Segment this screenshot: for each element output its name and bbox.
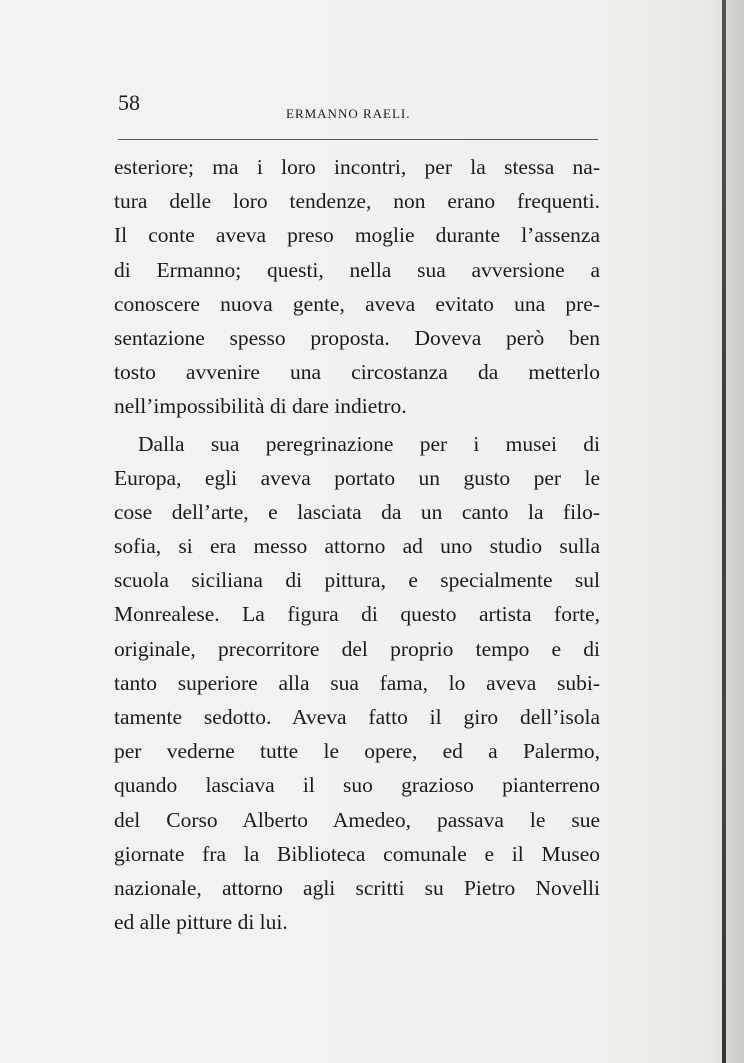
- page-number: 58: [118, 90, 140, 115]
- text-line: del Corso Alberto Amedeo, passava le sue: [114, 807, 600, 832]
- text-line: conoscere nuova gente, aveva evitato una pre-: [114, 291, 600, 316]
- text-line: tamente sedotto. Aveva fatto il giro dell’isola: [114, 705, 600, 729]
- header-rule: [118, 139, 598, 140]
- text-line: Monrealese. La figura di questo artista forte,: [114, 602, 600, 627]
- text-line: sofia, si era messo attorno ad uno studio sulla: [114, 534, 600, 559]
- text-line: tura delle loro tendenze, non erano frequenti.: [114, 189, 600, 214]
- text-line: tosto avvenire una circostanza da metterlo: [114, 360, 600, 385]
- text-line: esteriore; ma i loro incontri, per la stessa na-: [114, 155, 600, 179]
- paragraph-2: [114, 427, 600, 940]
- text-line: nazionale, attorno agli scritti su Pietro Novelli: [114, 875, 600, 900]
- text-line: tanto superiore alla sua fama, lo aveva subi-: [114, 670, 600, 695]
- text-line: scuola siciliana di pittura, e specialmente sul: [114, 568, 600, 593]
- text-line: giornate fra la Biblioteca comunale e il Museo: [114, 841, 600, 866]
- text-line: per vederne tutte le opere, ed a Palermo,: [114, 739, 600, 764]
- running-title: ERMANNO RAELI.: [286, 106, 411, 121]
- text-line: cose dell’arte, e lasciata da un canto la filo-: [114, 499, 600, 524]
- page-header: [118, 90, 598, 122]
- text-line: quando lasciava il suo grazioso pianterreno: [114, 773, 600, 798]
- text-line: di Ermanno; questi, nella sua avversione a: [114, 257, 600, 282]
- text-line: Dalla sua peregrinazione per i musei di: [138, 431, 600, 456]
- text-line: Europa, egli aveva portato un gusto per le: [114, 465, 600, 490]
- text-line: sentazione spesso proposta. Doveva però ben: [114, 325, 600, 350]
- binding-shadow: [726, 0, 744, 1063]
- text-line: Il conte aveva preso moglie durante l’assenza: [114, 223, 600, 248]
- body-text: [114, 150, 600, 939]
- text-line: originale, precorritore del proprio tempo e di: [114, 636, 600, 661]
- text-line: ed alle pitture di lui.: [114, 910, 288, 935]
- text-line: nell’impossibilità di dare indietro.: [114, 394, 407, 419]
- binding-edge: [722, 0, 726, 1063]
- paragraph-1: [114, 150, 600, 424]
